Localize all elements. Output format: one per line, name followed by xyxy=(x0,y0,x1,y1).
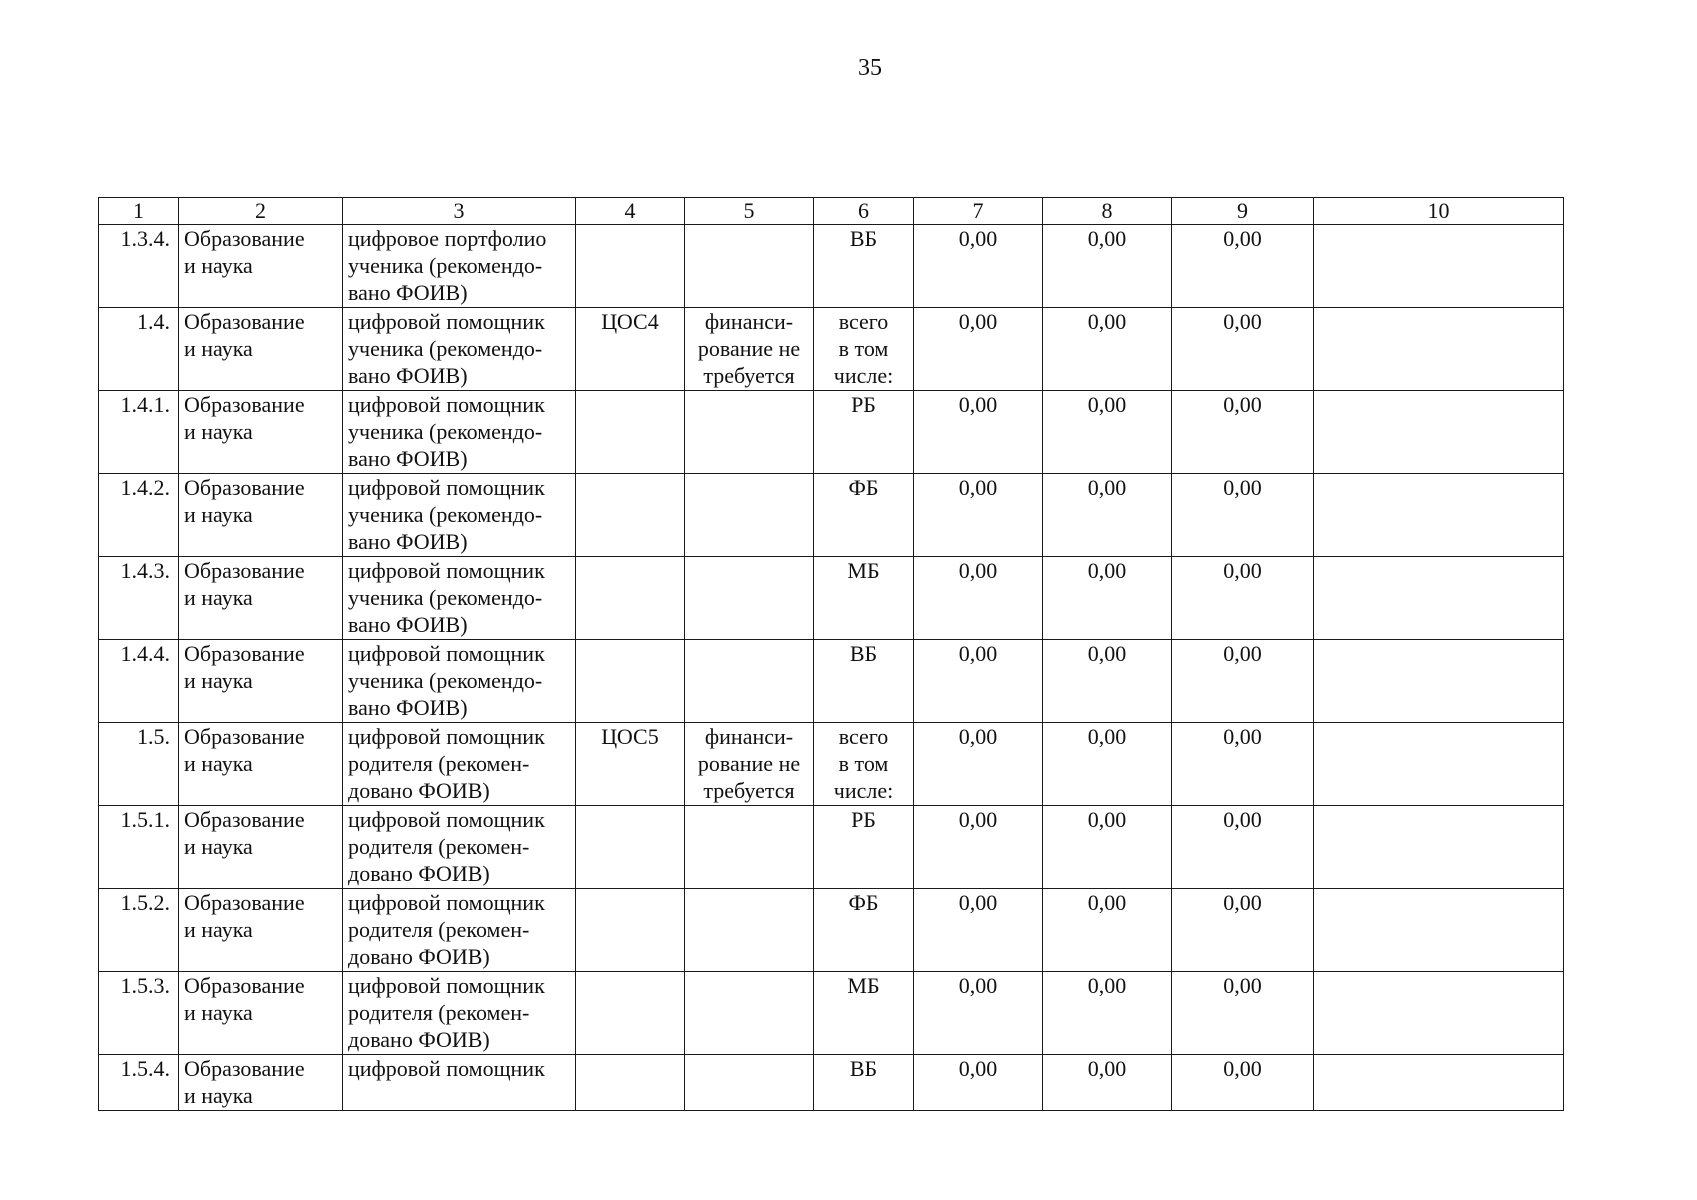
row-number-cell: 1.5.1. xyxy=(99,806,179,889)
value-cell-10 xyxy=(1314,474,1564,557)
value-cell-8: 0,00 xyxy=(1043,806,1172,889)
measure-name-cell: цифровой помощник ученика (рекомендо- вано ФОИВ) xyxy=(343,557,576,640)
financing-cell xyxy=(685,889,814,972)
header-cell: 10 xyxy=(1314,198,1564,225)
source-cell: РБ xyxy=(814,806,914,889)
value-cell-9: 0,00 xyxy=(1172,391,1314,474)
sector-cell: Образование и наука xyxy=(179,308,343,391)
value-cell-9: 0,00 xyxy=(1172,806,1314,889)
value-cell-10 xyxy=(1314,972,1564,1055)
row-number-cell: 1.4.4. xyxy=(99,640,179,723)
value-cell-9: 0,00 xyxy=(1172,640,1314,723)
source-cell: ВБ xyxy=(814,1055,914,1111)
header-cell: 4 xyxy=(576,198,685,225)
value-cell-7: 0,00 xyxy=(914,474,1043,557)
row-number-cell: 1.3.4. xyxy=(99,225,179,308)
row-number-cell: 1.4.3. xyxy=(99,557,179,640)
table-header-row xyxy=(99,198,1564,225)
measure-name-cell: цифровой помощник ученика (рекомендо- вано ФОИВ) xyxy=(343,640,576,723)
code-cell xyxy=(576,972,685,1055)
source-cell: ФБ xyxy=(814,889,914,972)
source-cell: МБ xyxy=(814,972,914,1055)
source-cell: ВБ xyxy=(814,225,914,308)
sector-cell: Образование и наука xyxy=(179,225,343,308)
row-number-cell: 1.4.2. xyxy=(99,474,179,557)
financing-cell xyxy=(685,972,814,1055)
code-cell xyxy=(576,557,685,640)
code-cell xyxy=(576,225,685,308)
value-cell-8: 0,00 xyxy=(1043,225,1172,308)
table-row xyxy=(99,1055,1564,1111)
header-cell: 3 xyxy=(343,198,576,225)
table-row xyxy=(99,889,1564,972)
value-cell-7: 0,00 xyxy=(914,723,1043,806)
row-number-cell: 1.4.1. xyxy=(99,391,179,474)
row-number-cell: 1.4. xyxy=(99,308,179,391)
sector-cell: Образование и наука xyxy=(179,972,343,1055)
value-cell-9: 0,00 xyxy=(1172,308,1314,391)
measure-name-cell: цифровой помощник ученика (рекомендо- вано ФОИВ) xyxy=(343,391,576,474)
header-cell: 6 xyxy=(814,198,914,225)
source-cell: ВБ xyxy=(814,640,914,723)
value-cell-10 xyxy=(1314,640,1564,723)
value-cell-10 xyxy=(1314,225,1564,308)
value-cell-8: 0,00 xyxy=(1043,308,1172,391)
code-cell xyxy=(576,1055,685,1111)
financing-cell xyxy=(685,391,814,474)
source-cell: всего в том числе: xyxy=(814,723,914,806)
code-cell xyxy=(576,474,685,557)
value-cell-8: 0,00 xyxy=(1043,723,1172,806)
sector-cell: Образование и наука xyxy=(179,557,343,640)
header-cell: 1 xyxy=(99,198,179,225)
measure-name-cell: цифровой помощник родителя (рекомен- довано ФОИВ) xyxy=(343,972,576,1055)
code-cell xyxy=(576,391,685,474)
code-cell xyxy=(576,806,685,889)
financing-cell xyxy=(685,806,814,889)
page-number: 35 xyxy=(858,55,882,81)
value-cell-10 xyxy=(1314,806,1564,889)
financing-cell: финанси- рование не требуется xyxy=(685,308,814,391)
header-cell: 2 xyxy=(179,198,343,225)
sector-cell: Образование и наука xyxy=(179,474,343,557)
measure-name-cell: цифровой помощник родителя (рекомен- довано ФОИВ) xyxy=(343,889,576,972)
table-row xyxy=(99,308,1564,391)
value-cell-8: 0,00 xyxy=(1043,889,1172,972)
financing-cell xyxy=(685,474,814,557)
value-cell-8: 0,00 xyxy=(1043,1055,1172,1111)
value-cell-10 xyxy=(1314,1055,1564,1111)
financing-cell xyxy=(685,1055,814,1111)
table-row xyxy=(99,474,1564,557)
financing-cell xyxy=(685,640,814,723)
header-cell: 9 xyxy=(1172,198,1314,225)
value-cell-8: 0,00 xyxy=(1043,391,1172,474)
value-cell-7: 0,00 xyxy=(914,806,1043,889)
table-row xyxy=(99,225,1564,308)
row-number-cell: 1.5.3. xyxy=(99,972,179,1055)
measure-name-cell: цифровой помощник ученика (рекомендо- вано ФОИВ) xyxy=(343,474,576,557)
row-number-cell: 1.5. xyxy=(99,723,179,806)
sector-cell: Образование и наука xyxy=(179,640,343,723)
value-cell-7: 0,00 xyxy=(914,640,1043,723)
measure-name-cell: цифровое портфолио ученика (рекомендо- вано ФОИВ) xyxy=(343,225,576,308)
sector-cell: Образование и наука xyxy=(179,1055,343,1111)
measure-name-cell: цифровой помощник xyxy=(343,1055,576,1111)
source-cell: МБ xyxy=(814,557,914,640)
value-cell-9: 0,00 xyxy=(1172,474,1314,557)
code-cell: ЦОС5 xyxy=(576,723,685,806)
value-cell-7: 0,00 xyxy=(914,225,1043,308)
table-row xyxy=(99,723,1564,806)
table-row xyxy=(99,557,1564,640)
header-cell: 8 xyxy=(1043,198,1172,225)
source-cell: ФБ xyxy=(814,474,914,557)
value-cell-10 xyxy=(1314,723,1564,806)
financing-cell xyxy=(685,557,814,640)
value-cell-7: 0,00 xyxy=(914,972,1043,1055)
value-cell-10 xyxy=(1314,391,1564,474)
value-cell-10 xyxy=(1314,557,1564,640)
source-cell: РБ xyxy=(814,391,914,474)
measure-name-cell: цифровой помощник родителя (рекомен- довано ФОИВ) xyxy=(343,723,576,806)
sector-cell: Образование и наука xyxy=(179,889,343,972)
value-cell-8: 0,00 xyxy=(1043,557,1172,640)
table-row xyxy=(99,806,1564,889)
code-cell xyxy=(576,640,685,723)
code-cell xyxy=(576,889,685,972)
row-number-cell: 1.5.4. xyxy=(99,1055,179,1111)
value-cell-7: 0,00 xyxy=(914,557,1043,640)
table-row xyxy=(99,391,1564,474)
table-body xyxy=(99,198,1564,1111)
table-row xyxy=(99,972,1564,1055)
measure-name-cell: цифровой помощник ученика (рекомендо- вано ФОИВ) xyxy=(343,308,576,391)
value-cell-10 xyxy=(1314,889,1564,972)
value-cell-7: 0,00 xyxy=(914,889,1043,972)
code-cell: ЦОС4 xyxy=(576,308,685,391)
value-cell-10 xyxy=(1314,308,1564,391)
sector-cell: Образование и наука xyxy=(179,391,343,474)
header-cell: 7 xyxy=(914,198,1043,225)
value-cell-7: 0,00 xyxy=(914,391,1043,474)
table-row xyxy=(99,640,1564,723)
financing-cell: финанси- рование не требуется xyxy=(685,723,814,806)
value-cell-9: 0,00 xyxy=(1172,889,1314,972)
value-cell-7: 0,00 xyxy=(914,308,1043,391)
header-cell: 5 xyxy=(685,198,814,225)
source-cell: всего в том числе: xyxy=(814,308,914,391)
row-number-cell: 1.5.2. xyxy=(99,889,179,972)
value-cell-8: 0,00 xyxy=(1043,972,1172,1055)
financing-cell xyxy=(685,225,814,308)
value-cell-9: 0,00 xyxy=(1172,225,1314,308)
measure-name-cell: цифровой помощник родителя (рекомен- довано ФОИВ) xyxy=(343,806,576,889)
value-cell-8: 0,00 xyxy=(1043,640,1172,723)
sector-cell: Образование и наука xyxy=(179,806,343,889)
value-cell-7: 0,00 xyxy=(914,1055,1043,1111)
value-cell-8: 0,00 xyxy=(1043,474,1172,557)
value-cell-9: 0,00 xyxy=(1172,557,1314,640)
budget-table xyxy=(98,197,1564,1111)
value-cell-9: 0,00 xyxy=(1172,972,1314,1055)
value-cell-9: 0,00 xyxy=(1172,1055,1314,1111)
value-cell-9: 0,00 xyxy=(1172,723,1314,806)
sector-cell: Образование и наука xyxy=(179,723,343,806)
